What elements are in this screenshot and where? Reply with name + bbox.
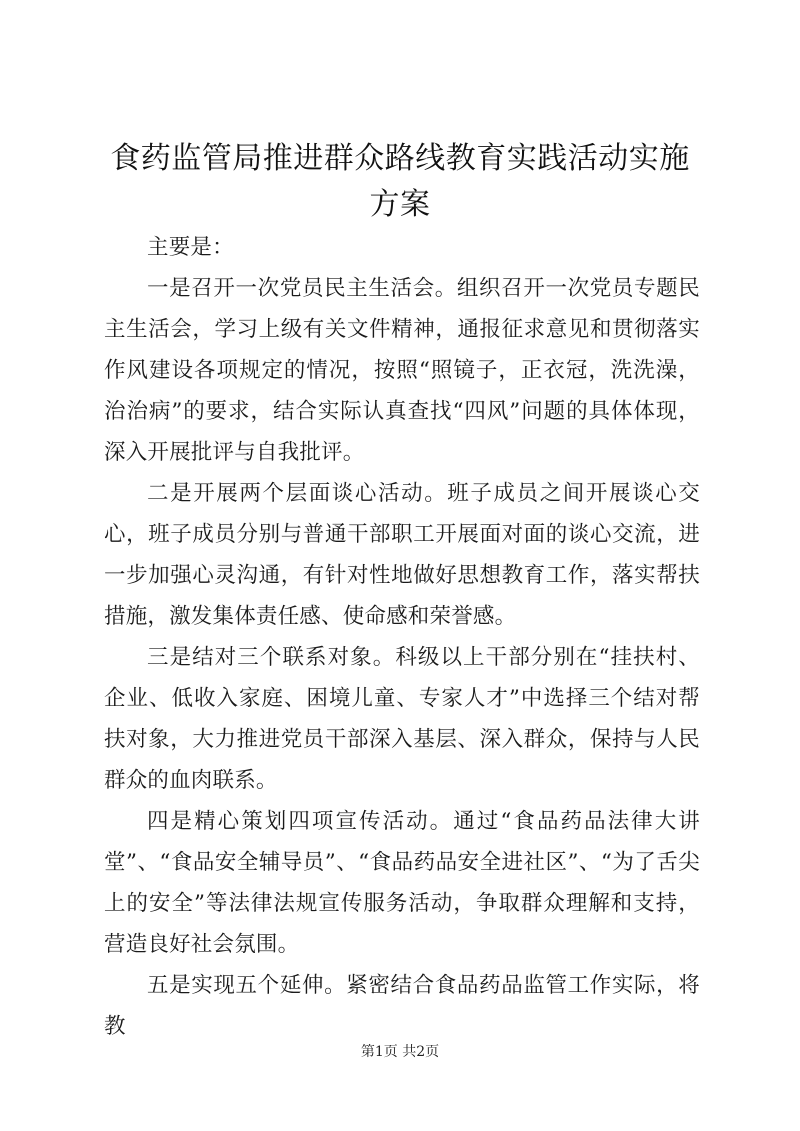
paragraph-item-5: 五是实现五个延伸。紧密结合食品药品监管工作实际，将教 — [104, 973, 700, 1039]
paragraph-item-1: 一是召开一次党员民主生活会。组织召开一次党员专题民主生活会，学习上级有关文件精神，通报征求意见和贯彻落实作风建设各项规定的情况，按照“照镜子，正衣冠，洗洗澡，治治病”的要求，结合实际认真查找“四风”问题的具体体现，深入开展批评与自我批评。 — [104, 276, 700, 465]
paragraph-intro: 主要是： — [147, 235, 234, 260]
paragraph-item-2: 二是开展两个层面谈心活动。班子成员之间开展谈心交心，班子成员分别与普通干部职工开展面对面的谈心交流，进一步加强心灵沟通，有针对性地做好思想教育工作，落实帮扶措施，激发集体责任感、使命感和荣誉感。 — [104, 481, 700, 629]
paragraph-item-3: 三是结对三个联系对象。科级以上干部分别在“挂扶村、企业、低收入家庭、困境儿童、专家人才”中选择三个结对帮扶对象，大力推进党员干部深入基层、深入群众，保持与人民群众的血肉联系。 — [104, 645, 700, 793]
document-title: 食药监管局推进群众路线教育实践活动实施方案 — [110, 141, 690, 222]
paragraph-item-4: 四是精心策划四项宣传活动。通过“食品药品法律大讲堂”、“食品安全辅导员”、“食品药品安全进社区”、“为了舌尖上的安全”等法律法规宣传服务活动，争取群众理解和支持，营造良好社会氛围。 — [104, 809, 700, 957]
page-footer: 第1页 共2页 — [360, 1044, 440, 1060]
document-body — [104, 227, 700, 1047]
